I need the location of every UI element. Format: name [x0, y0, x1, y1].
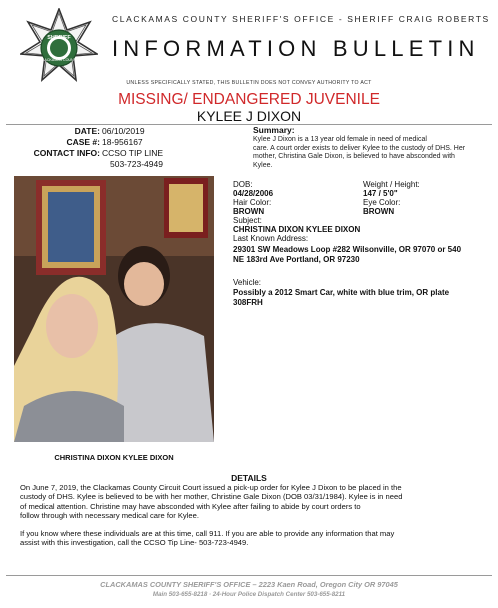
- contact-label: CONTACT INFO:: [33, 148, 100, 158]
- hair-value: BROWN: [233, 207, 265, 216]
- details-paragraph: [20, 483, 482, 521]
- details-line: On June 7, 2019, the Clackamas County Circuit Court issued a pick-up order for Kylee J Dixon to be placed in the: [20, 483, 402, 492]
- vehicle-label: Vehicle:: [233, 278, 262, 287]
- date-label: DATE:: [74, 126, 100, 136]
- case-value: 18-956167: [102, 137, 143, 147]
- eye-label: Eye Color:: [363, 198, 401, 207]
- bulletin-title: INFORMATION BULLETIN: [112, 36, 480, 61]
- address-line: 29301 SW Meadows Loop #282 Wilsonville, OR 97070 or 540: [233, 245, 462, 254]
- eye-value: BROWN: [363, 207, 395, 216]
- date-value: 06/10/2019: [102, 126, 145, 136]
- photo-caption: CHRISTINA DIXON KYLEE DIXON: [54, 453, 174, 462]
- weight-height-value: 147 / 5'0": [363, 189, 398, 198]
- details-line: of medical attention. Christine may have absconded with Kylee after failing to abide by court orders to: [20, 501, 361, 511]
- details-heading: DETAILS: [231, 473, 267, 483]
- summary-line: care. A court order exists to deliver Kylee to the custody of DHS. Her: [253, 144, 466, 152]
- summary-line: Kylee J Dixon is a 13 year old female in need of medical: [253, 136, 427, 143]
- contact-value: CCSO TIP LINE: [102, 148, 164, 158]
- case-label: CASE #:: [66, 137, 100, 147]
- subject-name: KYLEE J DIXON: [196, 108, 302, 124]
- summary-line: Kylee.: [253, 161, 273, 169]
- summary-line: mother, Christina Gale Dixon, is believed to have absconded with: [253, 153, 455, 161]
- subject-value: CHRISTINA DIXON KYLEE DIXON: [233, 225, 361, 234]
- address-line: NE 183rd Ave Portland, OR 97230: [233, 255, 360, 264]
- dob-label: DOB:: [233, 180, 253, 189]
- summary-heading: Summary:: [253, 125, 295, 135]
- details-line: follow through with necessary medical care for Kylee.: [20, 511, 199, 521]
- footer-divider: [6, 575, 492, 576]
- contact-phone: 503-723-4949: [110, 159, 163, 169]
- agency-name: CLACKAMAS COUNTY SHERIFF'S OFFICE - SHERIFF CRAIG ROBERTS: [112, 14, 490, 24]
- details-paragraph: [20, 529, 482, 548]
- subject-photo: [14, 176, 214, 442]
- dob-value: 04/28/2006: [233, 189, 274, 198]
- details-line: If you know where these individuals are at this time, call 911. If you are able to provide any information that may: [20, 529, 395, 538]
- hair-label: Hair Color:: [233, 198, 272, 207]
- footer-phones: Main 503-655-8218 · 24-Hour Police Dispatch Center 503-655-8211: [152, 591, 346, 598]
- details-line: custody of DHS. Kylee is believed to be with her mother, Christine Gale Dixon (DOB 03/31/1984). Kylee is in need: [20, 492, 403, 502]
- weight-height-label: Weight / Height:: [363, 180, 420, 189]
- footer-address: CLACKAMAS COUNTY SHERIFF'S OFFICE – 2223 Kaen Road, Oregon City OR 97045: [100, 580, 398, 589]
- divider: [6, 124, 492, 125]
- vehicle-line: Possibly a 2012 Smart Car, white with blue trim, OR plate: [233, 288, 450, 297]
- sheriff-star-badge-icon: [20, 8, 98, 86]
- svg-text:CLACKAMAS COUNTY: CLACKAMAS COUNTY: [39, 58, 79, 62]
- alert-title: MISSING/ ENDANGERED JUVENILE: [118, 91, 380, 108]
- vehicle-line: 308FRH: [233, 298, 263, 307]
- details-line: assist with this investigation, call the CCSO Tip Line- 503-723-4949.: [20, 538, 249, 548]
- address-label: Last Known Address:: [233, 234, 309, 243]
- disclaimer: UNLESS SPECIFICALLY STATED, THIS BULLETIN DOES NOT CONVEY AUTHORITY TO ACT: [126, 80, 372, 86]
- subject-label: Subject:: [233, 216, 262, 225]
- svg-text:SHERIFF: SHERIFF: [47, 35, 71, 41]
- summary-text: [253, 136, 493, 170]
